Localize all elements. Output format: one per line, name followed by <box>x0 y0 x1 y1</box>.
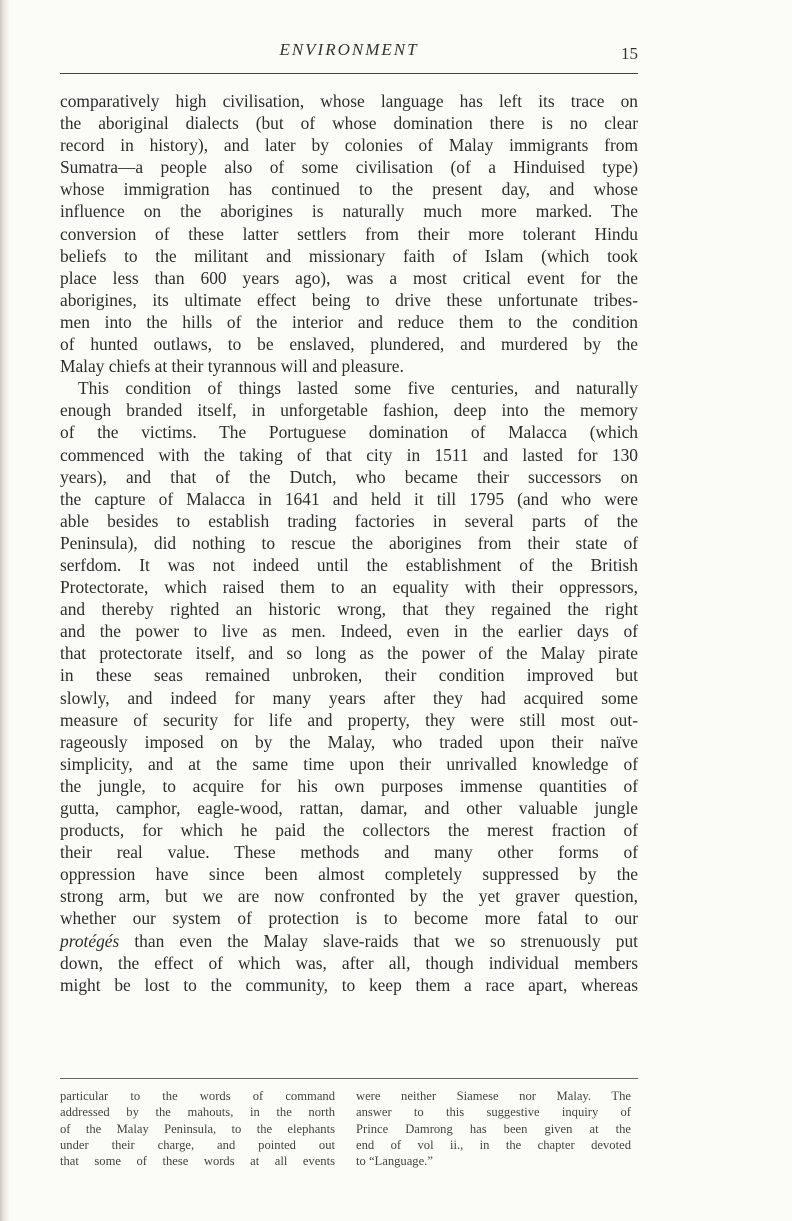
text-line: gutta, camphor, eagle-wood, rattan, damar, and other valuable jungle <box>60 798 638 818</box>
text-line: in these seas remained unbroken, their condition improved but <box>60 665 638 686</box>
text-line: down, the effect of which was, after all, though individual members <box>60 952 638 973</box>
text-line: commenced with the taking of that city in 1511 and lasted for 130 <box>60 444 638 465</box>
footnote-line: addressed by the mahouts, in the north <box>60 1105 335 1120</box>
text-line-with-italic <box>60 930 638 952</box>
text-line: and the power to live as men. Indeed, even in the earlier days of <box>60 621 638 642</box>
text-line: slowly, and indeed for many years after they had acquired some <box>60 687 638 708</box>
text-line: place less than 600 years ago), was a most critical event for the <box>60 267 638 288</box>
text-line: able besides to establish trading factories in several parts of the <box>60 510 638 531</box>
running-head: ENVIRONMENT <box>279 40 419 59</box>
text-line: Peninsula), did nothing to rescue the aborigines from their state of <box>60 532 638 553</box>
paragraph-1 <box>60 90 638 377</box>
text-line: Malay chiefs at their tyrannous will and pleasure. <box>60 356 404 377</box>
text-line: rageously imposed on by the Malay, who traded upon their naïve <box>60 731 638 752</box>
footnote-line: were neither Siamese nor Malay. The <box>356 1089 631 1103</box>
text-line: This condition of things lasted some five centuries, and naturally <box>78 378 638 399</box>
text-line: Protectorate, which raised them to an equality with their oppressors, <box>60 577 638 598</box>
text-line: that protectorate itself, and so long as the power of the Malay pirate <box>60 643 638 664</box>
text-line: strong arm, but we are now confronted by the yet graver question, <box>60 886 638 907</box>
footnote-line: that some of these words at all events <box>60 1154 335 1169</box>
paragraph-2 <box>60 377 638 996</box>
text-line: the jungle, to acquire for his own purposes immense quantities of <box>60 775 638 796</box>
text-line: aborigines, its ultimate effect being to drive these unfortunate tribes- <box>60 289 638 310</box>
footnote-rule <box>60 1078 638 1079</box>
page-edge-binding <box>0 0 10 1221</box>
italic-word: protégés <box>60 930 120 951</box>
footnote-line: to “Language.” <box>356 1154 433 1169</box>
text-line: of hunted outlaws, to be enslaved, plundered, and murdered by the <box>60 334 638 355</box>
footnote-line: answer to this suggestive inquiry of <box>356 1105 631 1120</box>
page-number: 15 <box>621 44 638 63</box>
text-line-rest: than even the Malay slave-raids that we so strenuously put <box>134 930 638 951</box>
text-line: the capture of Malacca in 1641 and held it till 1795 (and who were <box>60 488 638 509</box>
footnote-line: of the Malay Peninsula, to the elephants <box>60 1121 335 1136</box>
text-line: serfdom. It was not indeed until the establishment of the British <box>60 554 638 575</box>
footnote-line: Prince Damrong has been given at the <box>356 1121 631 1136</box>
footnote-right-column <box>356 1088 631 1169</box>
text-line: years), and that of the Dutch, who became their successors on <box>60 466 638 487</box>
footnote-line: under their charge, and pointed out <box>60 1137 335 1152</box>
text-line: whose immigration has continued to the present day, and whose <box>60 179 638 200</box>
footnote-line: end of vol ii., in the chapter devoted <box>356 1137 631 1152</box>
text-line: the aboriginal dialects (but of whose domination there is no clear <box>60 113 638 134</box>
text-line: whether our system of protection is to become more fatal to our <box>60 908 638 929</box>
text-line: influence on the aborigines is naturally much more marked. The <box>60 201 638 222</box>
text-line: and thereby righted an historic wrong, that they regained the right <box>60 599 638 620</box>
text-line: record in history), and later by colonies of Malay immigrants from <box>60 135 638 156</box>
text-line: of the victims. The Portuguese domination of Malacca (which <box>60 422 638 443</box>
footnote-line: particular to the words of command <box>60 1089 335 1103</box>
text-line: measure of security for life and property, they were still most out- <box>60 709 638 730</box>
body-text <box>60 90 638 996</box>
text-line: their real value. These methods and many other forms of <box>60 842 638 863</box>
text-line: products, for which he paid the collectors the merest fraction of <box>60 820 638 841</box>
text-line: might be lost to the community, to keep them a race apart, whereas <box>60 974 638 995</box>
text-line: oppression have since been almost completely suppressed by the <box>60 864 638 885</box>
header-rule <box>60 73 638 74</box>
text-line: comparatively high civilisation, whose language has left its trace on <box>60 91 638 111</box>
text-line: simplicity, and at the same time upon their unrivalled knowledge of <box>60 753 638 774</box>
text-line: conversion of these latter settlers from their more tolerant Hindu <box>60 223 638 244</box>
text-line: Sumatra—a people also of some civilisation (of a Hinduised type) <box>60 157 638 178</box>
text-line: beliefs to the militant and missionary faith of Islam (which took <box>60 245 638 266</box>
text-line: enough branded itself, in unforgetable fashion, deep into the memory <box>60 400 638 421</box>
footnote-left-column <box>60 1088 335 1169</box>
text-line: men into the hills of the interior and reduce them to the condition <box>60 311 638 332</box>
